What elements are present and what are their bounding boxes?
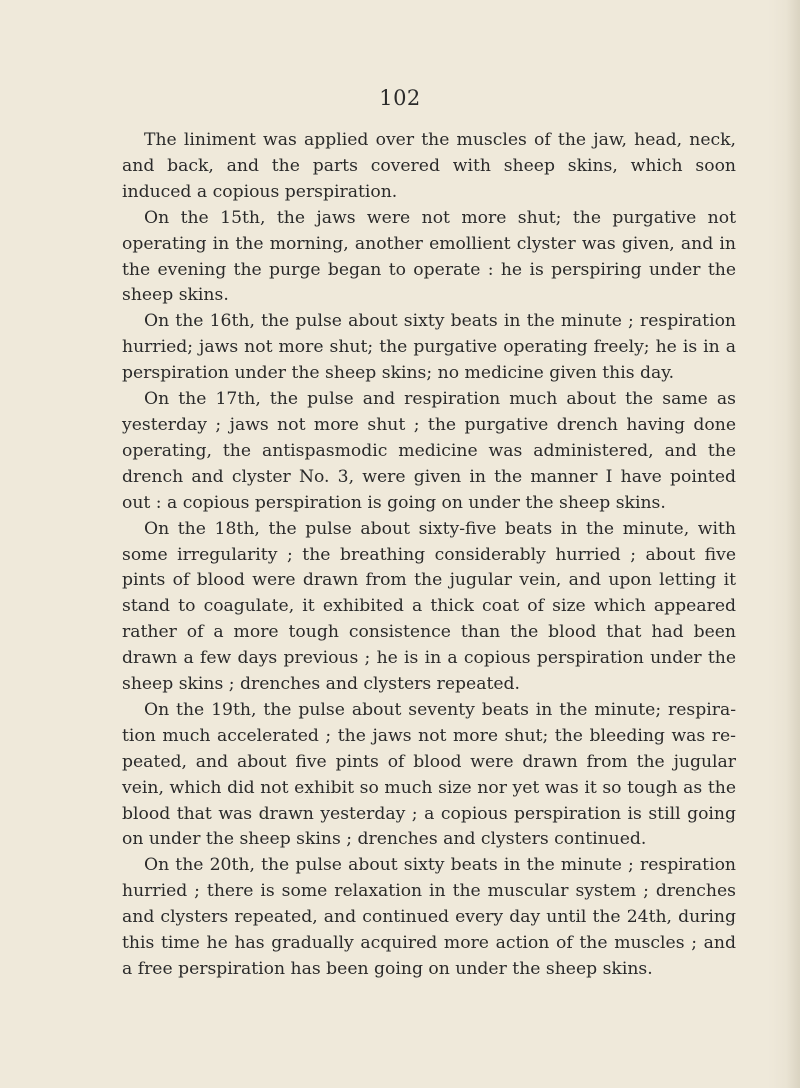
page-number: 102 — [379, 86, 421, 110]
paragraph-15th: On the 15th, the jaws were not more shut; the purgative not operating in the morning, another emollient clyster was given, and in the evening the purge began to operate : he is perspiring under the sheep skins. — [122, 207, 736, 306]
paragraph-18th: On the 18th, the pulse about sixty-five beats in the minute, with some irregularity ; the breathing considerably hurried ; about five pints of blood were drawn from the jugular vein, and upon letting it stand to coagulate, it exhibited a thick coat of size which appeared rather of a more tough consistence than the blood that had been drawn a few days previous ; he is in a copious perspiration under the sheep skins ; drenches and clysters repeated. — [122, 518, 736, 695]
body-text — [122, 128, 736, 983]
page-edge-shadow — [786, 0, 800, 1088]
paragraph-20th: On the 20th, the pulse about sixty beats in the minute ; respiration hurried ; there is some relaxation in the muscular system ; drenches and clysters repeated, and continued every day until the 24th, during this time he has gradually acquired more action of the muscles ; and a free perspiration has been going on under the sheep skins. — [122, 855, 736, 979]
paragraph-liniment: The liniment was applied over the muscles of the jaw, head, neck, and back, and the parts covered with sheep skins, which soon induced a copious perspiration. — [122, 130, 736, 202]
paragraph-19th: On the 19th, the pulse about seventy beats in the minute; respira- tion much accelerated ; the jaws not more shut; the bleeding was re- peated, and about five pints of blood were drawn from the jugular vein, which did not exhibit so much size nor yet was it so tough as the blood that was drawn yesterday ; a copious perspiration is still going on under the sheep skins ; drenches and clysters continued. — [122, 699, 736, 850]
paragraph-16th: On the 16th, the pulse about sixty beats in the minute ; respiration hurried; jaws not more shut; the purgative operating freely; he is in a perspiration under the sheep skins; no medicine given this day. — [122, 311, 736, 384]
paragraph-17th: On the 17th, the pulse and respiration much about the same as yesterday ; jaws not more shut ; the purgative drench having done operating, the antispasmodic medicine was administered, and the drench and clyster No. 3, were given in the manner I have pointed out : a copious perspiration is going on under the sheep skins. — [122, 389, 736, 513]
